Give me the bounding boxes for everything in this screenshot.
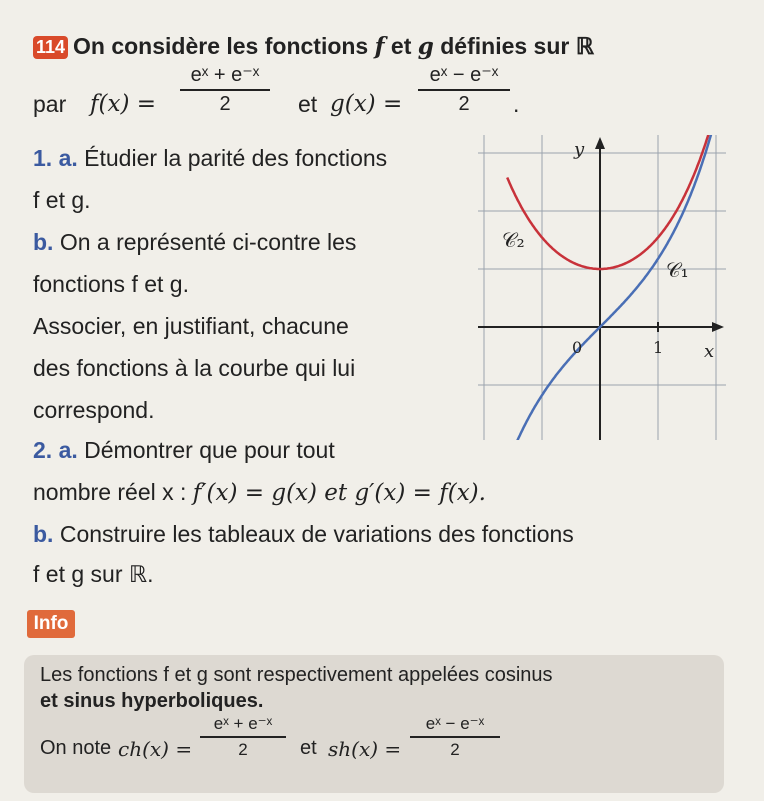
q1a: 1. a. Étudier la parité des fonctions <box>33 145 388 171</box>
tick-label-one: 1 <box>653 338 664 357</box>
info-line1: Les fonctions f et g sont respectivement appelées cosinus <box>40 664 553 686</box>
exercise-intro: On considère les fonctions f et g définies sur ℝ <box>73 33 594 60</box>
origin-label: 0 <box>572 338 583 357</box>
sh-definition: sh(x) = <box>328 737 402 761</box>
q1b-line5: correspond. <box>33 397 155 423</box>
curve-c2-label: 𝒞₂ <box>502 228 525 252</box>
q2a: 2. a. Démontrer que pour tout <box>33 437 335 463</box>
f-fraction <box>180 62 270 116</box>
sh-fraction <box>410 714 500 760</box>
curve-c1 <box>507 135 715 440</box>
q2a-line2: nombre réel x : f′(x) = g(x) et g′(x) = f(x). <box>33 479 486 506</box>
info-note-start: On note <box>40 737 112 759</box>
exercise-number: 114 <box>33 36 68 59</box>
q1a-line2: f et g. <box>33 187 91 213</box>
g-definition: g(x) = <box>330 91 403 117</box>
par-label: par <box>33 91 67 117</box>
g-fraction <box>418 62 510 116</box>
y-axis-arrow <box>595 137 605 149</box>
g-numerator: eˣ − e⁻ˣ <box>429 64 499 86</box>
q2b-line2: f et g sur ℝ. <box>33 561 154 587</box>
g-denominator: 2 <box>458 93 470 115</box>
q1b-line3: Associer, en justifiant, chacune <box>33 313 349 339</box>
sh-numerator: eˣ − e⁻ˣ <box>425 714 485 733</box>
info-et: et <box>300 737 317 759</box>
f-definition: f(x) = <box>90 91 157 117</box>
ch-numerator: eˣ + e⁻ˣ <box>213 714 273 733</box>
x-axis-arrow <box>712 322 724 332</box>
curve-c1-label: 𝒞₁ <box>666 258 689 282</box>
info-line2: et sinus hyperboliques. <box>40 690 264 712</box>
q1b-line2: fonctions f et g. <box>33 271 189 297</box>
ch-denominator: 2 <box>238 740 248 759</box>
ch-definition: ch(x) = <box>118 737 193 761</box>
function-graph <box>478 135 726 440</box>
definitions-period: . <box>513 91 520 117</box>
x-axis-label: x <box>704 341 715 362</box>
q1b-line4: des fonctions à la courbe qui lui <box>33 355 356 381</box>
graph-grid <box>478 135 726 440</box>
q2b: b. Construire les tableaux de variations des fonctions <box>33 521 574 547</box>
y-axis-label: y <box>574 139 585 160</box>
sh-denominator: 2 <box>450 740 460 759</box>
f-denominator: 2 <box>219 93 231 115</box>
ch-fraction <box>200 714 286 760</box>
f-numerator: eˣ + e⁻ˣ <box>190 64 260 86</box>
q1b: b. On a représenté ci-contre les <box>33 229 357 255</box>
graph-axes <box>478 137 724 440</box>
graph-curves <box>507 135 715 440</box>
curve-c2 <box>507 135 715 269</box>
info-tag: Info <box>27 610 75 638</box>
et-label: et <box>298 91 318 117</box>
